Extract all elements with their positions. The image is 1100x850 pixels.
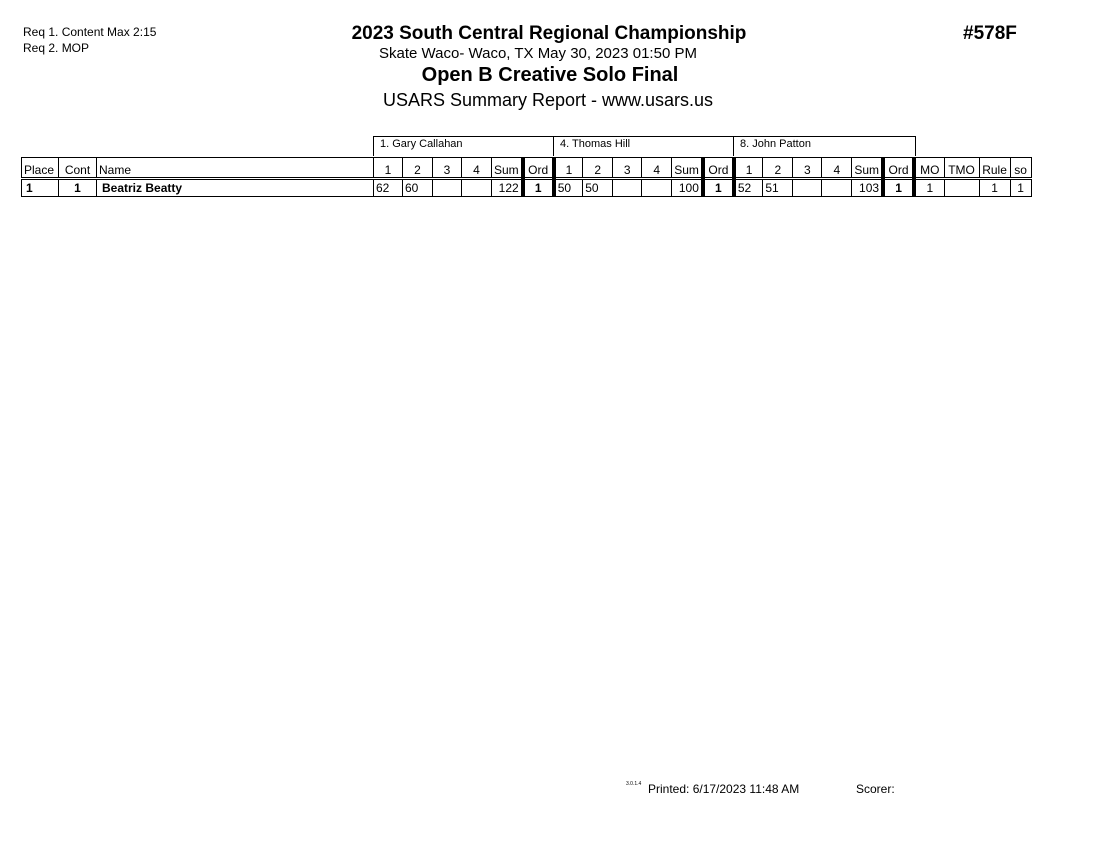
col-j1-4: 4 [462,158,492,179]
table-row [22,179,1032,197]
col-name: Name [97,158,374,179]
rule-cell: 1 [979,179,1010,197]
j1-score-3 [433,179,462,197]
j2-score-4 [642,179,672,197]
competition-title: 2023 South Central Regional Championship [351,23,747,44]
col-j1-2: 2 [403,158,433,179]
j1-score-2: 60 [403,179,433,197]
j3-score-1: 52 [734,179,763,197]
col-j1-sum: Sum [492,158,523,179]
tmo-cell [944,179,979,197]
j2-score-2: 50 [583,179,613,197]
col-j3-ord: Ord [883,158,914,179]
venue-date: Skate Waco- Waco, TX May 30, 2023 01:50 PM [379,45,697,62]
header-row [22,158,1032,179]
col-j1-1: 1 [374,158,403,179]
col-j3-2: 2 [763,158,793,179]
col-rule: Rule [979,158,1010,179]
printed-timestamp: Printed: 6/17/2023 11:48 AM [648,782,800,796]
j3-score-3 [793,179,822,197]
j2-score-1: 50 [554,179,583,197]
col-j2-ord: Ord [703,158,734,179]
j3-score-2: 51 [763,179,793,197]
skater-name: Beatriz Beatty [97,179,374,197]
requirement-2: Req 2. MOP [23,41,90,55]
results-table [21,157,1032,197]
place-cell: 1 [22,179,59,197]
requirement-1: Req 1. Content Max 2:15 [23,25,157,39]
col-j2-1: 1 [554,158,583,179]
col-j2-4: 4 [642,158,672,179]
j1-ord: 1 [523,179,554,197]
cont-cell: 1 [59,179,97,197]
col-tmo: TMO [944,158,979,179]
col-cont: Cont [59,158,97,179]
col-j2-sum: Sum [672,158,703,179]
j1-score-1: 62 [374,179,403,197]
mo-cell: 1 [914,179,944,197]
j3-ord: 1 [883,179,914,197]
judge-3-label: 8. John Patton [733,136,916,156]
col-j2-2: 2 [583,158,613,179]
j1-sum: 122 [492,179,523,197]
event-title: Open B Creative Solo Final [421,64,679,86]
so-cell: 1 [1010,179,1031,197]
j3-sum: 103 [852,179,883,197]
col-j3-1: 1 [734,158,763,179]
report-title: USARS Summary Report - www.usars.us [382,90,714,110]
event-code: #578F [963,23,1017,44]
col-j3-4: 4 [822,158,852,179]
col-j3-3: 3 [793,158,822,179]
col-j1-ord: Ord [523,158,554,179]
j2-sum: 100 [672,179,703,197]
col-j1-3: 3 [433,158,462,179]
col-mo: MO [914,158,944,179]
col-so: so [1010,158,1031,179]
col-place: Place [22,158,59,179]
col-j3-sum: Sum [852,158,883,179]
j2-ord: 1 [703,179,734,197]
j1-score-4 [462,179,492,197]
judge-2-label: 4. Thomas Hill [553,136,734,156]
col-j2-3: 3 [613,158,642,179]
scorer-label: Scorer: [856,782,895,796]
software-version: 3.0.1.4 [626,781,642,787]
j2-score-3 [613,179,642,197]
j3-score-4 [822,179,852,197]
judge-1-label: 1. Gary Callahan [373,136,554,156]
